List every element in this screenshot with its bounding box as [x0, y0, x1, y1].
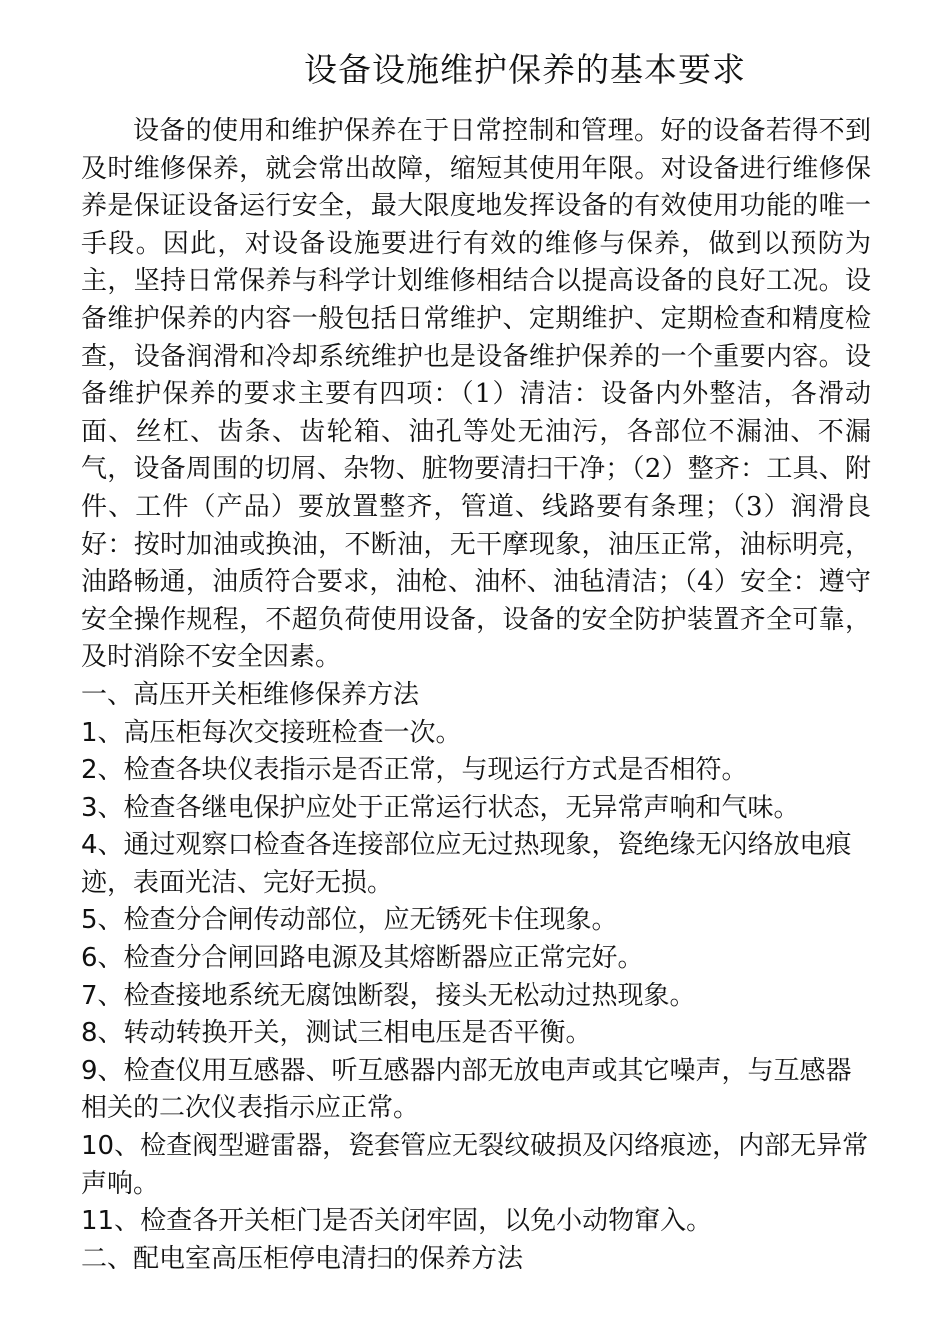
item-text: 、检查各继电保护应处于正常运行状态，无异常声响和气味。 — [97, 792, 800, 823]
intro-paragraph: 设备的使用和维护保养在于日常控制和管理。好的设备若得不到及时维修保养，就会常出故障，缩短其使用年限。对设备进行维修保养是保证设备运行安全，最大限度地发挥设备的有效使用功能的唯一手段。因此，对设备设施要进行有效的维修与保养，做到以预防为主，坚持日常保养与科学计划维修相结合以提高设备的良好工况。设备维护保养的内容一般包括日常维护、定期维护、定期检查和精度检查，设备润滑和冷却系统维护也是设备维护保养的一个重要内容。设备维护保养的要求主要有四项：（1）清洁：设备内外整洁，各滑动面、丝杠、齿条、齿轮箱、油孔等处无油污，各部位不漏油、不漏气，设备周围的切屑、杂物、脏物要清扫干净；（2）整齐：工具、附件、工件（产品）要放置整齐，管道、线路要有条理；（3）润滑良好：按时加油或换油，不断油，无干摩现象，油压正常，油标明亮，油路畅通，油质符合要求，油枪、油杯、油毡清洁；（4）安全：遵守安全操作规程，不超负荷使用设备，设备的安全防护装置齐全可靠，及时消除不安全因素。 — [81, 116, 871, 673]
item-number: 8 — [81, 1018, 98, 1049]
item-text: 、检查分合闸传动部位，应无锈死卡住现象。 — [97, 905, 618, 936]
document-title: 设备设施维护保养的基本要求 — [304, 50, 746, 89]
list-item-1 — [81, 715, 871, 753]
list-item-2 — [81, 752, 871, 790]
item-number: 3 — [81, 792, 98, 823]
list-item-10 — [81, 1128, 871, 1203]
item-number: 4 — [81, 830, 98, 861]
list-item-11 — [81, 1203, 871, 1241]
list-item-8 — [81, 1015, 871, 1053]
document-body — [81, 113, 871, 1278]
list-item-6 — [81, 940, 871, 978]
item-text: 、检查阀型避雷器，瓷套管应无裂纹破损及闪络痕迹，内部无异常声响。 — [81, 1131, 869, 1199]
list-item-9 — [81, 1053, 871, 1128]
section-heading-2: 二、配电室高压柜停电清扫的保养方法 — [81, 1243, 524, 1274]
list-item-4 — [81, 827, 871, 902]
item-text: 、转动转换开关，测试三相电压是否平衡。 — [97, 1018, 592, 1049]
list-item-3 — [81, 790, 871, 828]
item-text: 、检查各开关柜门是否关闭牢固，以免小动物窜入。 — [114, 1206, 713, 1237]
item-text: 、通过观察口检查各连接部位应无过热现象，瓷绝缘无闪络放电痕迹，表面光洁、完好无损。 — [81, 830, 852, 898]
list-item-5 — [81, 902, 871, 940]
item-text: 、检查各块仪表指示是否正常，与现运行方式是否相符。 — [97, 755, 748, 786]
item-number: 9 — [81, 1055, 98, 1086]
item-number: 2 — [81, 755, 98, 786]
item-number: 10 — [81, 1131, 115, 1162]
item-number: 1 — [81, 717, 98, 748]
item-number: 7 — [81, 980, 98, 1011]
item-text: 、高压柜每次交接班检查一次。 — [97, 717, 462, 748]
item-text: 、检查分合闸回路电源及其熔断器应正常完好。 — [97, 943, 644, 974]
item-text: 、检查接地系统无腐蚀断裂，接头无松动过热现象。 — [97, 980, 696, 1011]
section-heading-1: 一、高压开关柜维修保养方法 — [81, 679, 420, 710]
item-text: 、检查仪用互感器、听互感器内部无放电声或其它噪声，与互感器相关的二次仪表指示应正常。 — [81, 1055, 852, 1124]
list-item-7 — [81, 978, 871, 1016]
item-number: 5 — [81, 905, 98, 936]
item-number: 11 — [81, 1206, 115, 1237]
item-number: 6 — [81, 943, 98, 974]
